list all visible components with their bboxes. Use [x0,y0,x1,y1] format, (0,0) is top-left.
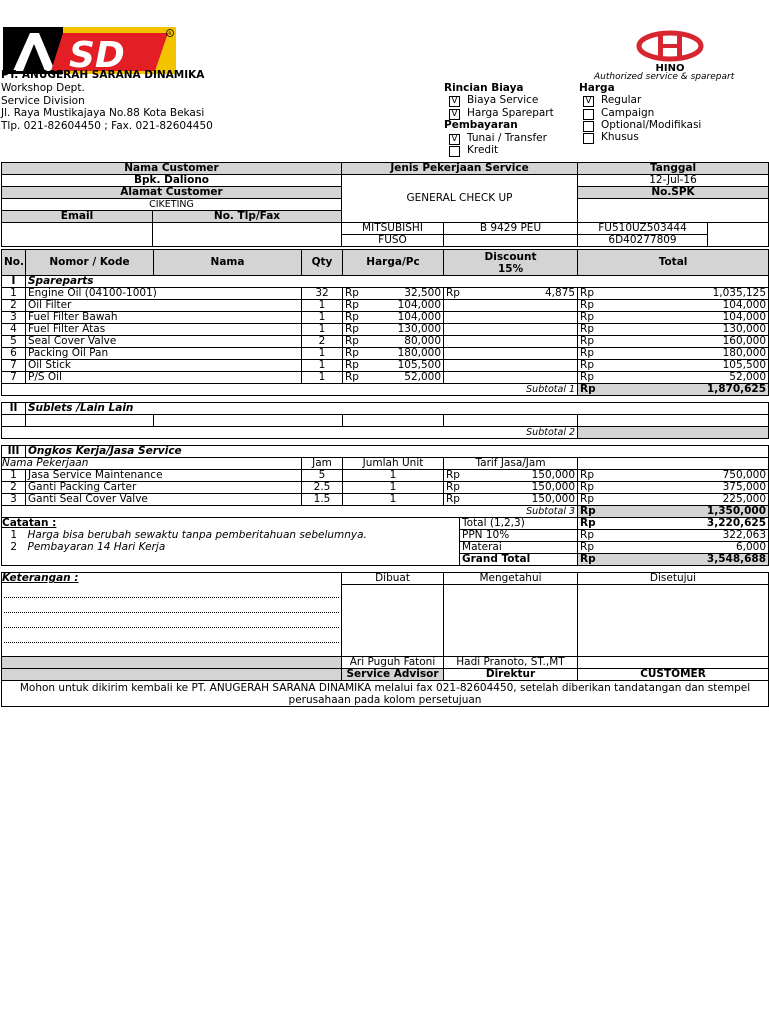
sparepart-discount-blank [444,372,460,384]
company-name: PT. ANUGERAH SARANA DINAMIKA [1,69,205,81]
sparepart-no: 6 [2,348,26,360]
sign-gray-cell [2,669,342,681]
jasa-col-tarif: Tarif Jasa/Jam [444,457,578,469]
tlp-value [153,223,342,247]
sparepart-qty: 1 [302,312,343,324]
rincian-title: Rincian Biaya [444,82,524,94]
sparepart-total: 130,000 [594,324,769,336]
disetujui-sign-space [578,585,769,657]
jasa-tarif-currency: Rp [444,481,460,493]
nama-customer-value: Bpk. Daliono [2,175,342,187]
note-1-no: 1 [2,529,26,541]
no-rangka-value: FU510UZ503444 [578,223,708,235]
pembayaran-title: Pembayaran [444,119,518,131]
sign-gray-cell [2,657,342,669]
sparepart-total: 104,000 [594,300,769,312]
sparepart-row [2,372,769,384]
col-kode: Nomor / Kode [26,250,154,276]
no-mesin-value: 6D40277809 [578,235,708,247]
sparepart-total-currency: Rp [578,324,594,336]
dibuat-sign-space [342,585,444,657]
footer-note-line-1: Mohon untuk dikirim kembali ke PT. ANUGERAH SARANA DINAMIKA melalui fax 021-82604450, setelah diberikan tandatangan dan stempel [19,681,751,694]
label-campaign: Campaign [601,107,655,119]
sparepart-total: 104,000 [594,312,769,324]
jasa-col-unit: Jumlah Unit [343,457,444,469]
sparepart-row [2,324,769,336]
sparepart-total: 105,500 [594,360,769,372]
alamat-customer-value: CIKETING [2,199,342,211]
note-2-no: 2 [2,541,26,553]
sparepart-price: 32,500 [359,288,444,300]
sparepart-discount-blank [460,348,578,360]
sparepart-name: Fuel Filter Bawah [26,312,302,324]
sparepart-no: 5 [2,336,26,348]
label-biaya-service: Biaya Service [467,94,539,106]
sparepart-price: 104,000 [359,300,444,312]
sparepart-qty: 1 [302,360,343,372]
sparepart-name: Oil Stick [26,360,302,372]
sparepart-total-currency: Rp [578,372,594,384]
checkbox-biaya-service[interactable]: V [449,96,460,107]
sparepart-discount-blank [444,324,460,336]
sparepart-row [2,288,769,300]
sparepart-row [2,336,769,348]
grand-total-value: 3,548,688 [594,553,769,565]
sparepart-discount-blank [460,300,578,312]
sparepart-discount-blank [460,312,578,324]
sparepart-price-currency: Rp [343,348,359,360]
sparepart-discount-blank [444,312,460,324]
sparepart-qty: 1 [302,372,343,384]
svg-text:SD: SD [69,35,125,76]
hino-emblem-icon [592,30,757,72]
no-polisi-value: B 9429 PEU [444,223,578,235]
jasa-total-currency: Rp [578,469,594,481]
sparepart-price: 52,000 [359,372,444,384]
spareparts-roman: I [2,276,26,288]
role-advisor: Service Advisor [342,669,444,681]
tanggal-label: Tanggal [578,163,769,175]
mengetahui-sign-space [444,585,578,657]
advisor-name: Ari Puguh Fatoni [342,657,444,669]
jasa-name: Jasa Service Maintenance [26,469,302,481]
subtotal1-currency: Rp [578,384,594,396]
merk-value: MITSUBISHI [342,223,444,235]
materai-currency: Rp [578,541,594,553]
svg-text:R: R [168,32,172,37]
nama-customer-label: Nama Customer [2,163,342,175]
sparepart-discount-blank [444,336,460,348]
asd-logo [3,27,176,74]
checkbox-tunai[interactable]: V [449,134,460,145]
sublets-cell [26,415,154,427]
sublets-cell [154,415,343,427]
subtotal2-value [578,426,769,438]
sparepart-price: 105,500 [359,360,444,372]
col-discount [444,250,578,276]
sparepart-name: Packing Oil Pan [26,348,302,360]
type-value: FUSO [342,235,444,247]
footer-note [2,681,769,707]
sparepart-no: 4 [2,324,26,336]
sparepart-price-currency: Rp [343,312,359,324]
col-nama: Nama [154,250,302,276]
jasa-rows [2,469,769,505]
jasa-no: 2 [2,481,26,493]
sparepart-discount-blank [444,360,460,372]
checkbox-kredit[interactable] [449,146,460,157]
materai-label: Materai [460,541,578,553]
sparepart-price-currency: Rp [343,360,359,372]
jasa-unit: 1 [343,493,444,505]
total-label: Total (1,2,3) [460,517,578,529]
sparepart-row [2,312,769,324]
signature-table [1,572,769,707]
jasa-row [2,481,769,493]
ppn-value: 322,063 [594,529,769,541]
jasa-title: Ongkos Kerja/Jasa Service [26,445,769,457]
sparepart-discount-blank [444,348,460,360]
jasa-row [2,493,769,505]
tlp-label: No. Tlp/Fax [153,211,342,223]
label-optional: Optional/Modifikasi [601,119,702,131]
ppn-currency: Rp [578,529,594,541]
jasa-jam: 2.5 [302,481,343,493]
direktur-name: Hadi Pranoto, ST.,MT [444,657,578,669]
company-address: Jl. Raya Mustikajaya No.88 Kota Bekasi [1,107,205,119]
no-spk-value [578,199,769,223]
col-qty: Qty [302,250,343,276]
sparepart-total: 160,000 [594,336,769,348]
sparepart-price-currency: Rp [343,372,359,384]
harga-title: Harga [579,82,615,94]
sparepart-name: Oil Filter [26,300,302,312]
sparepart-total: 180,000 [594,348,769,360]
km-value [708,223,769,247]
sublets-title: Sublets /Lain Lain [26,403,769,415]
subtotal3-value: 1,350,000 [594,505,769,517]
jasa-total: 750,000 [594,469,769,481]
jenis-pekerjaan-value: GENERAL CHECK UP [342,175,578,223]
checkbox-campaign[interactable] [583,109,594,120]
sparepart-price: 104,000 [359,312,444,324]
jasa-total: 225,000 [594,493,769,505]
jasa-no: 3 [2,493,26,505]
sparepart-price: 180,000 [359,348,444,360]
subtotal1-label: Subtotal 1 [2,384,578,396]
jasa-unit: 1 [343,481,444,493]
note-1-text: Harga bisa berubah sewaktu tanpa pemberitahuan sebelumnya. [26,529,460,541]
sparepart-name: P/S Oil [26,372,302,384]
sparepart-price-currency: Rp [343,324,359,336]
col-discount-label: Discount [484,250,537,263]
jasa-total: 375,000 [594,481,769,493]
ppn-label: PPN 10% [460,529,578,541]
polisi-extra [444,235,578,247]
keterangan-label: Keterangan : [2,573,342,585]
sparepart-total-currency: Rp [578,300,594,312]
company-dept: Workshop Dept. [1,82,85,94]
sparepart-discount-blank [444,300,460,312]
keterangan-lines [2,585,342,657]
subtotal1-value: 1,870,625 [594,384,769,396]
sparepart-qty: 1 [302,324,343,336]
sublets-cell [444,415,578,427]
sparepart-total: 1,035,125 [594,288,769,300]
jasa-col-total [578,457,769,469]
sparepart-discount-blank [460,372,578,384]
jasa-tarif-currency: Rp [444,469,460,481]
email-label: Email [2,211,153,223]
sparepart-row [2,348,769,360]
sparepart-total-currency: Rp [578,336,594,348]
jasa-row [2,469,769,481]
no-spk-label: No.SPK [578,187,769,199]
customer-name [578,657,769,669]
sparepart-name: Fuel Filter Atas [26,324,302,336]
svg-text:HINO: HINO [655,63,685,74]
jasa-tarif: 150,000 [460,481,578,493]
footer-note-line-2: perusahaan pada kolom persetujuan [288,693,482,706]
role-direktur: Direktur [444,669,578,681]
subtotal3-currency: Rp [578,505,594,517]
sparepart-total-currency: Rp [578,360,594,372]
alamat-customer-label: Alamat Customer [2,187,342,199]
sparepart-discount: 4,875 [460,288,578,300]
spareparts-rows [2,288,769,384]
label-tunai: Tunai / Transfer [467,132,547,144]
jasa-no: 1 [2,469,26,481]
checkbox-regular[interactable]: V [583,96,594,107]
sparepart-qty: 32 [302,288,343,300]
jasa-name: Ganti Seal Cover Valve [26,493,302,505]
email-value [2,223,153,247]
materai-value: 6,000 [594,541,769,553]
jasa-tarif-currency: Rp [444,493,460,505]
catatan-title: Catatan : [2,517,460,529]
sparepart-discount-currency: Rp [444,288,460,300]
sparepart-discount-blank [460,324,578,336]
sparepart-total-currency: Rp [578,288,594,300]
hino-logo [592,30,757,84]
mengetahui-label: Mengetahui [444,573,578,585]
checkbox-harga-sparepart[interactable]: V [449,109,460,120]
checkbox-khusus[interactable] [583,133,594,144]
jasa-unit: 1 [343,469,444,481]
grand-total-label: Grand Total [460,553,578,565]
sparepart-name: Seal Cover Valve [26,336,302,348]
sparepart-discount-blank [460,360,578,372]
sparepart-price: 80,000 [359,336,444,348]
sublets-cell [2,415,26,427]
disetujui-label: Disetujui [578,573,769,585]
jasa-total-currency: Rp [578,493,594,505]
subtotal3-label: Subtotal 3 [2,505,578,517]
note-2-text: Pembayaran 14 Hari Kerja [26,541,460,553]
sparepart-row [2,360,769,372]
sparepart-no: 1 [2,288,26,300]
tanggal-value: 12-Jul-16 [578,175,769,187]
dibuat-label: Dibuat [342,573,444,585]
sparepart-total-currency: Rp [578,312,594,324]
label-regular: Regular [601,94,642,106]
jasa-jam: 5 [302,469,343,481]
jasa-roman: III [2,445,26,457]
gap-row [2,438,769,445]
sparepart-row [2,300,769,312]
sparepart-no: 2 [2,300,26,312]
sparepart-no: 7 [2,360,26,372]
col-no: No. [2,250,26,276]
sparepart-total: 52,000 [594,372,769,384]
sparepart-name: Engine Oil (04100-1001) [26,288,302,300]
jasa-jam: 1.5 [302,493,343,505]
jasa-col-nama: Nama Pekerjaan [2,457,302,469]
checkbox-optional[interactable] [583,121,594,132]
sublets-cell [343,415,444,427]
total-value: 3,220,625 [594,517,769,529]
col-harga: Harga/Pc [343,250,444,276]
items-table [1,249,769,566]
spareparts-title: Spareparts [26,276,769,288]
catatan-blank [2,553,460,565]
grand-total-currency: Rp [578,553,594,565]
customer-info-table [1,162,769,247]
sparepart-qty: 1 [302,348,343,360]
sublets-roman: II [2,403,26,415]
jasa-col-jam: Jam [302,457,343,469]
sparepart-qty: 1 [302,300,343,312]
label-kredit: Kredit [467,144,499,156]
jasa-name: Ganti Packing Carter [26,481,302,493]
sparepart-price-currency: Rp [343,288,359,300]
sublets-cell [578,415,769,427]
sparepart-total-currency: Rp [578,348,594,360]
col-total: Total [578,250,769,276]
label-khusus: Khusus [601,131,639,143]
total-currency: Rp [578,517,594,529]
col-discount-pct: 15% [497,262,524,275]
sparepart-price-currency: Rp [343,300,359,312]
subtotal2-label: Subtotal 2 [2,426,578,438]
jenis-pekerjaan-label: Jenis Pekerjaan Service [342,163,578,175]
sparepart-qty: 2 [302,336,343,348]
company-phone: Tlp. 021-82604450 ; Fax. 021-82604450 [1,120,213,132]
hino-tagline: Authorized service & sparepart [594,72,735,82]
role-customer: CUSTOMER [578,669,769,681]
sparepart-price-currency: Rp [343,336,359,348]
jasa-total-currency: Rp [578,481,594,493]
sparepart-no: 7 [2,372,26,384]
sparepart-no: 3 [2,312,26,324]
sparepart-price: 130,000 [359,324,444,336]
sparepart-discount-blank [460,336,578,348]
jasa-tarif: 150,000 [460,493,578,505]
label-harga-sparepart: Harga Sparepart [467,107,554,119]
jasa-tarif: 150,000 [460,469,578,481]
company-division: Service Division [1,95,85,107]
